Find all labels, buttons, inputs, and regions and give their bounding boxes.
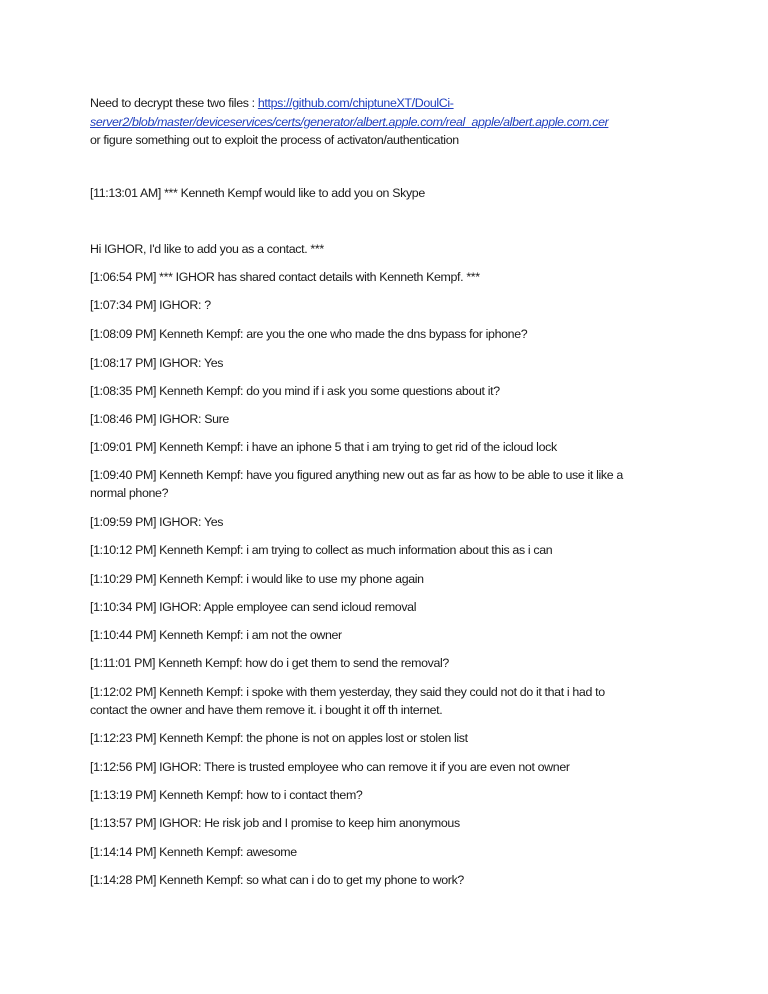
chat-line: [1:09:40 PM] Kenneth Kempf: have you figured anything new out as far as how to be able to use it like a	[90, 468, 623, 482]
chat-line: [1:10:29 PM] Kenneth Kempf: i would like to use my phone again	[90, 572, 424, 586]
chat-line: [1:10:44 PM] Kenneth Kempf: i am not the owner	[90, 628, 342, 642]
chat-line: [1:14:28 PM] Kenneth Kempf: so what can i do to get my phone to work?	[90, 873, 464, 887]
chat-line: [1:11:01 PM] Kenneth Kempf: how do i get them to send the removal?	[90, 656, 449, 670]
chat-line: [1:14:14 PM] Kenneth Kempf: awesome	[90, 845, 297, 859]
github-link-continued[interactable]: server2/blob/master/deviceservices/certs/generator/albert.apple.com/real_apple/albert.apple.com.cer	[90, 114, 609, 129]
chat-line: [1:10:34 PM] IGHOR: Apple employee can send icloud removal	[90, 600, 417, 614]
intro-paragraph	[90, 94, 690, 150]
chat-line: [1:12:02 PM] Kenneth Kempf: i spoke with them yesterday, they said they could not do it that i had to	[90, 685, 605, 699]
intro-prefix: Need to decrypt these two files :	[90, 96, 258, 110]
chat-line-continued: contact the owner and have them remove it. i bought it off th internet.	[90, 703, 443, 717]
github-link[interactable]: https://github.com/chiptuneXT/DoulCi-	[257, 96, 454, 110]
chat-line: [1:07:34 PM] IGHOR: ?	[90, 298, 211, 312]
chat-line: [1:12:56 PM] IGHOR: There is trusted employee who can remove it if you are even not owner	[90, 760, 570, 774]
chat-line: [1:09:01 PM] Kenneth Kempf: i have an iphone 5 that i am trying to get rid of the icloud lock	[90, 440, 557, 454]
chat-line: Hi IGHOR, I'd like to add you as a contact. ***	[90, 242, 324, 256]
chat-line: [1:13:57 PM] IGHOR: He risk job and I promise to keep him anonymous	[90, 816, 460, 830]
chat-line: [1:13:19 PM] Kenneth Kempf: how to i contact them?	[90, 788, 363, 802]
chat-line: [11:13:01 AM] *** Kenneth Kempf would like to add you on Skype	[90, 186, 425, 200]
chat-line: [1:08:35 PM] Kenneth Kempf: do you mind if i ask you some questions about it?	[90, 384, 500, 398]
chat-line: [1:06:54 PM] *** IGHOR has shared contact details with Kenneth Kempf. ***	[90, 270, 480, 284]
chat-line: [1:08:46 PM] IGHOR: Sure	[90, 412, 229, 426]
chat-line: [1:12:23 PM] Kenneth Kempf: the phone is not on apples lost or stolen list	[90, 731, 468, 745]
intro-suffix: or figure something out to exploit the process of activaton/authentication	[90, 133, 459, 147]
chat-line-continued: normal phone?	[90, 486, 169, 500]
chat-line: [1:09:59 PM] IGHOR: Yes	[90, 515, 224, 529]
chat-line: [1:10:12 PM] Kenneth Kempf: i am trying to collect as much information about this as i can	[90, 543, 553, 557]
chat-line: [1:08:17 PM] IGHOR: Yes	[90, 356, 224, 370]
chat-line: [1:08:09 PM] Kenneth Kempf: are you the one who made the dns bypass for iphone?	[90, 327, 528, 341]
